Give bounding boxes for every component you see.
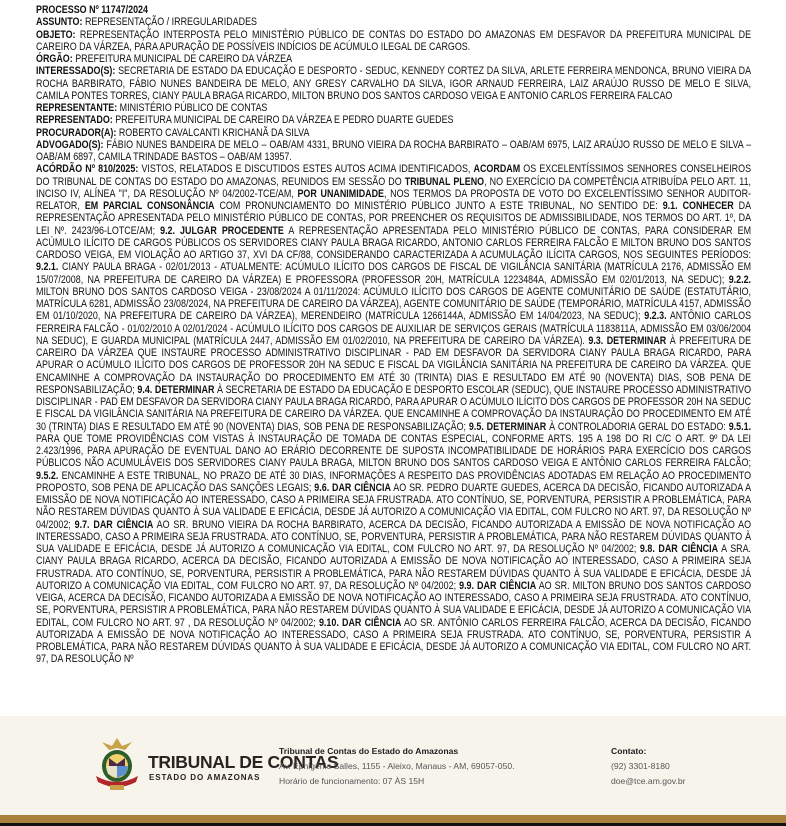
text-segment: AO SR. ANTÔNIO CARLOS FERREIRA FALCÃO, ACERCA DA DECISÃO, FICANDO AUTORIZADA A EMISSÃO DE NOVA NOTIFICAÇÃO AO INTERESSADO, CASO A PRIMEIRA SEJA FRUSTRADA. ATO CONTÍNUO, SE, PORVENTURA, PERSISTIR A PROBLEMÁTICA, PARA NÃO RESTAREM DÚVIDAS QUANTO À SUA VALIDADE E EFICÁCIA, DESDE JÁ AUTORIZO A COMUNICAÇÃO VIA EDITAL, COM FULCRO NO ART. 97, DA RESOLUÇÃO Nº: [36, 616, 752, 666]
tce-emblem-logo: [92, 736, 142, 792]
page-footer: [0, 716, 786, 815]
bold-segment: PROCESSO Nº 11747/2024: [36, 4, 148, 16]
document-paragraph: [36, 53, 751, 65]
document-paragraph: [36, 114, 751, 126]
bold-segment: 9.10. DAR CIÊNCIA: [318, 616, 402, 629]
bold-segment: 9.4. DETERMINAR: [137, 383, 215, 396]
text-segment: ANTÔNIO CARLOS FERREIRA FALCÃO - 01/02/2010 A 02/01/2024 - ACÚMULO ILÍCITO DOS CARGOS DE AUXILIAR DE SERVIÇOS GERAIS (MATRÍCULA 1183811A, ADMISSÃO EM 03/06/2004 NA SEDUC), E GUARDA MUNICIPAL (MATRÍCULA 2447, ADMISSÃO EM 01/02/2010, NA PREFEITURA DE CAREIRO DA VÁRZEA).: [36, 310, 752, 347]
text-segment: SECRETARIA DE ESTADO DA EDUCAÇÃO E DESPORTO - SEDUC, KENNEDY CORTEZ DA SILVA, ARLETE FERREIRA MENDONCA, BRUNO VIEIRA DA ROCHA BARBIRATO, FÁBIO NUNES BANDEIRA DE MELO, ANY GRESY CARVALHO DA SILVA, IGOR ARNAUD FERREIRA, LAIZ ARAÚJO RUSSO DE MELO E SILVA, CAMILA PONTES TORRES, CIANY PAULA BRAGA RICARDO, MILTON BRUNO DOS SANTOS CARDOSO VEIGA E ANTONIO CARLOS FERREIRA FALCAO: [36, 65, 752, 102]
text-segment: FÁBIO NUNES BANDEIRA DE MELO – OAB/AM 4331, BRUNO VIEIRA DA ROCHA BARBIRATO – OAB/AM 6975, LAIZ ARAÚJO RUSSO DE MELO E SILVA – OAB/AM 6897, CAMILA TRINDADE BASTOS – OAB/AM 13957.: [36, 138, 752, 163]
text-segment: À PREFEITURA DE CAREIRO DA VÁRZEA QUE INSTAURE PROCESSO ADMINISTRATIVO DISCIPLINAR - PAD EM DESFAVOR DA SERVIDORA CIANY PAULA BRAGA RICARDO, PARA APURAR O ACÚMULO ILÍCITO DOS CARGOS DE PROFESSOR 20H NA SEDUC E FISCAL DA VIGILÂNCIA SANITÁRIA NA PREFEITURA DE CAREIRO DA VÁRZEA. QUE ENCAMINHE A COMPROVAÇÃO DA INSTAURAÇÃO DO PROCEDIMENTO EM ATÉ 30 (TRINTA) DIAS E RESULTADO EM ATÉ 90 (NOVENTA) DIAS, SOB PENA DE RESPONSABILIZAÇÃO;: [36, 334, 752, 396]
bold-segment: INTERESSADO(S):: [36, 65, 116, 78]
bold-segment: 9.5. DETERMINAR: [468, 420, 547, 433]
bold-segment: 9.2.1.: [36, 261, 59, 274]
text-segment: À SECRETARIA DE ESTADO DA EDUCAÇÃO E DESPORTO ESCOLAR (SEDUC), QUE INSTAURE PROCESSO ADMINISTRATIVO DISCIPLINAR - PAD EM DESFAVOR DA SERVIDORA CIANY PAULA BRAGA RICARDO, PARA APURAR O ACÚMULO ILÍCITO DOS CARGOS DE PROFESSOR 20H NA SEDUC E FISCAL DA VIGILÂNCIA SANITÁRIA NA PREFEITURA DE CAREIRO DA VÁRZEA. QUE ENCAMINHE A COMPROVAÇÃO DA INSTAURAÇÃO DO PROCEDIMENTO EM ATÉ 30 (TRINTA) DIAS E RESULTADO EM ATÉ 90 (NOVENTA) DIAS, SOB PENA DE RESPONSABILIZAÇÃO;: [36, 383, 752, 433]
hours-text: Horário de funcionamento: 07 ÀS 15H: [279, 776, 425, 786]
bold-segment: PROCURADOR(A):: [36, 126, 117, 139]
process-number: [36, 4, 751, 16]
bold-segment: 9.2.3.: [644, 310, 667, 323]
brand-title: TRIBUNAL DE CONTAS: [148, 752, 339, 772]
bold-segment: OBJETO:: [36, 28, 76, 41]
bold-segment: 9.5.2.: [36, 469, 59, 482]
document-paragraph: [36, 127, 751, 139]
text-segment: DA REPRESENTAÇÃO APRESENTADA PELO MINISTÉRIO PÚBLICO DE CONTAS, POR PREENCHER OS REQUISITOS DE ADMISSIBILIDADE, NOS TERMOS DO ART. 1º, DA LEI Nº. 2423/96-LOTCE/AM;: [36, 200, 752, 237]
document-paragraph: [36, 139, 751, 164]
bold-segment: REPRESENTADO:: [36, 114, 113, 127]
bold-segment: ÓRGÃO:: [36, 53, 73, 65]
bold-segment: 9.2. JULGAR PROCEDENTE: [160, 224, 284, 237]
document-paragraph: [36, 29, 751, 54]
bold-segment: ASSUNTO:: [36, 16, 83, 29]
text-segment: PREFEITURA MUNICIPAL DE CAREIRO DA VÁRZEA: [72, 53, 293, 65]
brand-subtitle: ESTADO DO AMAZONAS: [149, 773, 261, 782]
text-segment: MILTON BRUNO DOS SANTOS CARDOSO VEIGA - 23/08/2024 A 01/11/2024: ACÚMULO ILÍCITO DOS CARGOS DE AGENTE COMUNITÁRIO DE SAÚDE (ESTATUTÁRIO, MATRÍCULA 6281, ADMISSÃO 23/08/2024, NA PREFEITURA DE CAREIRO DA VÁRZEA), AGENTE COMUNITÁRIO DE SAÚDE (TEMPORÁRIO, MATRÍCULA 4157, ADMISSÃO EM 01/10/2020, NA PREFEITURA DE CAREIRO DA VÁRZEA), MERENDEIRO (MATRÍCULA 1266144A, ADMISSÃO EM 14/04/2023, NA SEDUC);: [36, 285, 752, 323]
text-segment: AO SR. BRUNO VIEIRA DA ROCHA BARBIRATO, ACERCA DA DECISÃO, FICANDO AUTORIZADA A EMISSÃO DE NOVA NOTIFICAÇÃO AO INTERESSADO, CASO A PRIMEIRA SEJA FRUSTRADA. ATO CONTÍNUO, SE, PORVENTURA, PERSISTIR A PROBLEMÁTICA, PARA NÃO RESTAREM DÚVIDAS QUANTO À SUA VALIDADE E EFICÁCIA, DESDE JÁ AUTORIZO A COMUNICAÇÃO VIA EDITAL, COM FULCRO NO ART. 97, DA RESOLUÇÃO Nº 04/2002;: [36, 518, 752, 555]
bold-segment: REPRESENTANTE:: [36, 102, 118, 114]
text-segment: , NO EXERCÍCIO DA COMPETÊNCIA ATRIBUÍDA PELO ART. 11, INCISO IV, ALÍNEA "I", DA RESOLUÇÃO Nº 04/2002-TCE/AM,: [36, 175, 752, 200]
text-segment: ENCAMINHE A ESTE TRIBUNAL, NO PRAZO DE ATÉ 30 DIAS, INFORMAÇÕES A RESPEITO DAS PROVIDÊNCIAS ADOTADAS EM RELAÇÃO AO PROCEDIMENTO PROPOSTO, SOB PENA DE APLICAÇÃO DAS SANÇÕES LEGAIS;: [36, 469, 752, 494]
bold-segment: ADVOGADO(S):: [36, 138, 104, 151]
contact-block: [611, 744, 686, 789]
address-text: Av. Ephigênio Salles, 1155 - Aleixo, Manaus - AM, 69057-050.: [279, 761, 515, 771]
document-paragraph: [36, 102, 751, 114]
address-block: [279, 744, 515, 789]
text-segment: , NOS TERMOS DA PROPOSTA DE VOTO DO EXCELENTÍSSIMO SENHOR AUDITOR-RELATOR,: [36, 187, 752, 212]
text-segment: A REPRESENTAÇÃO APRESENTADA PELO MINISTÉRIO PÚBLICO DE CONTAS, PARA CONSIDERAR EM ACÚMULO ILÍCITO DE CARGOS PÚBLICOS OS SERVIDORES CIANY PAULA BRAGA RICARDO, ANTONIO CARLOS FERREIRA FALCÃO E MILTON BRUNO DOS SANTOS CARDOSO VEIGA, EM VIOLAÇÃO AO ARTIGO 37, XVI DA CF/88, CONSIDERANDO CARACTERIZADA A ACUMULAÇÃO ILÍCITA CARGOS, NOS SEGUINTES PERÍODOS:: [36, 224, 752, 261]
text-segment: AO SR. PEDRO DUARTE GUEDES, ACERCA DA DECISÃO, FICANDO AUTORIZADA A EMISSÃO DE NOVA NOTIFICAÇÃO AO INTERESSADO, CASO A PRIMEIRA SEJA FRUSTRADA. ATO CONTÍNUO, SE, PORVENTURA, PERSISTIR A PROBLEMÁTICA, PARA NÃO RESTAREM DÚVIDAS QUANTO À SUA VALIDADE E EFICÁCIA, DESDE JÁ AUTORIZO A COMUNICAÇÃO VIA EDITAL, COM FULCRO NO ART. 97, DA RESOLUÇÃO Nº 04/2002;: [36, 481, 752, 531]
bold-segment: 9.1. CONHECER: [662, 200, 734, 212]
contact-email[interactable]: doe@tce.am.gov.br: [611, 776, 686, 786]
text-segment: COM PRONUNCIAMENTO DO MINISTÉRIO PÚBLICO JUNTO A ESTE TRIBUNAL, NO SENTIDO DE:: [214, 200, 663, 212]
contact-phone: (92) 3301-8180: [611, 761, 670, 771]
institution-name: Tribunal de Contas do Estado do Amazonas: [279, 746, 459, 756]
text-segment: ROBERTO CAVALCANTI KRICHANÃ DA SILVA: [116, 126, 310, 139]
text-segment: PARA QUE TOME PROVIDÊNCIAS COM VISTAS À INSTAURAÇÃO DE TOMADA DE CONTAS ESPECIAL, CONFORME ARTS. 195 A 198 DO RI C/C O ART. 9º DA LEI 2.423/1996, PARA APURAÇÃO DE EVENTUAL DANO AO ERÁRIO DECORRENTE DE SUPOSTA INCOMPATIBILIDADE DE HORÁRIOS PARA EXERCÍCIO DOS CARGOS PÚBLICOS NÃO ACUMULÁVEIS DOS SERVIDORES CIANY PAULA BRAGA, MILTON BRUNO DOS SANTOS CARDOSO VEIGA E ANTÔNIO CARLOS FERREIRA FALCÃO;: [36, 432, 752, 470]
document-paragraph: [36, 65, 751, 102]
bold-segment: TRIBUNAL PLENO: [404, 175, 485, 188]
text-segment: REPRESENTAÇÃO INTERPOSTA PELO MINISTÉRIO PÚBLICO DE CONTAS DO ESTADO DO AMAZONAS EM DESFAVOR DA PREFEITURA MUNICIPAL DE CAREIRO DA VÁRZEA, PARA APURAÇÃO DE POSSÍVEIS INDÍCIOS DE ACÚMULO ILEGAL DE CARGOS.: [36, 28, 752, 53]
bold-segment: 9.8. DAR CIÊNCIA: [639, 543, 719, 555]
bold-segment: 9.9. DAR CIÊNCIA: [459, 579, 537, 592]
text-segment: A SRA. CIANY PAULA BRAGA RICARDO, ACERCA DA DECISÃO, FICANDO AUTORIZADA A EMISSÃO DE NOVA NOTIFICAÇÃO AO INTERESSADO, CASO A PRIMEIRA SEJA FRUSTRADA. ATO CONTÍNUO, SE, PORVENTURA, PERSISTIR A PROBLEMÁTICA, PARA NÃO RESTAREM DÚVIDAS QUANTO À SUA VALIDADE E EFICÁCIA, DESDE JÁ AUTORIZO A COMUNICAÇÃO VIA EDITAL, COM FULCRO NO ART. 97, DA RESOLUÇÃO Nº 04/2002;: [36, 543, 752, 592]
bold-segment: POR UNANIMIDADE: [297, 187, 385, 200]
text-segment: MINISTÉRIO PÚBLICO DE CONTAS: [117, 102, 268, 114]
bold-segment: 9.7. DAR CIÊNCIA: [74, 518, 154, 531]
document-body: [36, 4, 751, 666]
text-segment: VISTOS, RELATADOS E DISCUTIDOS ESTES AUTOS ACIMA IDENTIFICADOS,: [138, 163, 474, 176]
text-segment: PREFEITURA MUNICIPAL DE CAREIRO DA VÁRZEA E PEDRO DUARTE GUEDES: [112, 114, 454, 127]
document-paragraph: [36, 16, 751, 28]
text-segment: CIANY PAULA BRAGA - 02/01/2013 - ATUALMENTE: ACÚMULO ILÍCITO DOS CARGOS DE FISCAL DE VIGILÂNCIA SANITÁRIA (MATRÍCULA 2176, ADMISSÃO EM 15/07/2008, NA PREFEITURA DE CAREIRO DA VÁRZEA) E PROFESSORA (PROFESSOR 20H, MATRÍCULA 1223484A, ADMISSÃO EM 02/01/2013, NA SEDUC);: [36, 261, 752, 286]
text-segment: OS EXCELENTÍSSIMOS SENHORES CONSELHEIROS DO TRIBUNAL DE CONTAS DO ESTADO DO AMAZONAS, REUNIDOS EM SESSÃO DO: [36, 163, 752, 188]
bold-segment: 9.3. DETERMINAR: [588, 334, 667, 347]
contact-label: Contato:: [611, 746, 647, 756]
text-segment: REPRESENTAÇÃO / IRREGULARIDADES: [82, 16, 258, 29]
text-segment: AO SR. MILTON BRUNO DOS SANTOS CARDOSO VEIGA, ACERCA DA DECISÃO, FICANDO AUTORIZADA A EMISSÃO DE NOVA NOTIFICAÇÃO AO INTERESSADO, CASO A PRIMEIRA SEJA FRUSTRADA. ATO CONTÍNUO, SE, PORVENTURA, PERSISTIR A PROBLEMÁTICA, PARA NÃO RESTAREM DÚVIDAS QUANTO À SUA VALIDADE E EFICÁCIA, DESDE JÁ AUTORIZO A COMUNICAÇÃO VIA EDITAL, COM FULCRO NO ART. 97 , DA RESOLUÇÃO Nº 04/2002;: [36, 579, 752, 629]
text-segment: À CONTROLADORIA GERAL DO ESTADO:: [546, 420, 729, 433]
bold-segment: 9.5.1.: [728, 420, 752, 433]
bold-segment: EM PARCIAL CONSONÂNCIA: [84, 200, 215, 212]
document-paragraph: [36, 163, 751, 665]
bold-segment: 9.6. DAR CIÊNCIA: [314, 481, 391, 494]
bold-segment: ACÓRDÃO Nº 810/2025:: [36, 163, 139, 176]
footer-gold-bar: [0, 815, 786, 823]
bold-segment: ACORDAM: [473, 163, 521, 176]
bold-segment: 9.2.2.: [728, 273, 752, 286]
